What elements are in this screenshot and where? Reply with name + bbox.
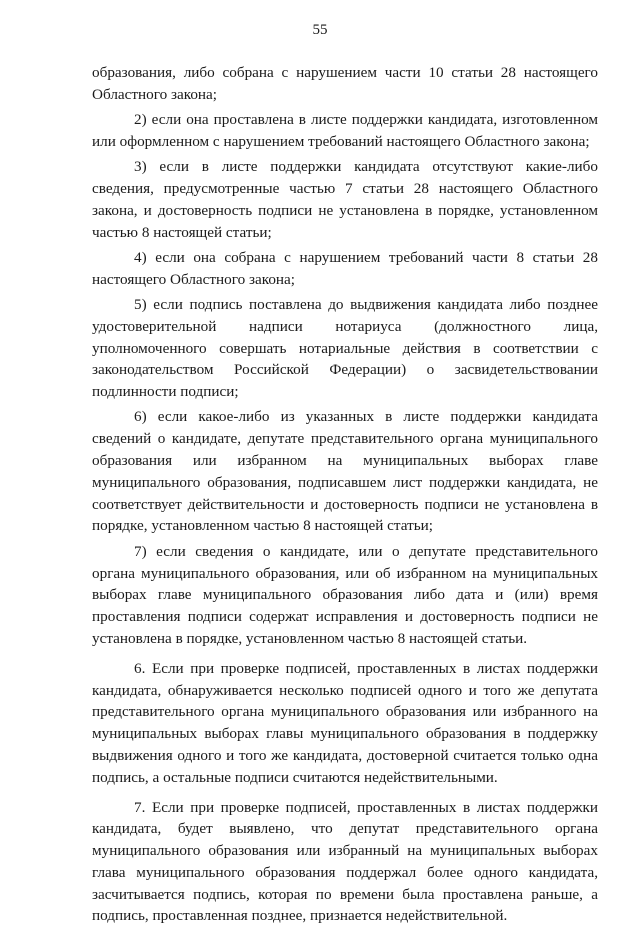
paragraph-item-6: 6) если какое-либо из указанных в листе поддержки кандидата сведений о кандидате, депутате представительного органа муниципального образования или избранном на муниципальных выборах главе муниципального образования, подписавшем лист поддержки кандидата, не соответствует действительности и достоверность подписи не установлена в порядке, установленном частью 8 настоящей статьи; xyxy=(92,408,598,535)
paragraph-item-5: 5) если подпись поставлена до выдвижения кандидата либо позднее удостоверительной надписи нотариуса (должностного лица, уполномоченного совершать нотариальные действия в соответствии с законодательством Российской Федерации) о засвидетельствовании подлинности подписи; xyxy=(92,295,598,401)
paragraph-continuation: образования, либо собрана с нарушением части 10 статьи 28 настоящего Областного закона; xyxy=(92,64,598,103)
paragraph-item-4: 4) если она собрана с нарушением требований части 8 статьи 28 настоящего Областного закона; xyxy=(92,248,598,288)
paragraph-part-6: 6. Если при проверке подписей, проставленных в листах поддержки кандидата, обнаруживается несколько подписей одного и того же депутата представительного органа муниципального образования или избранного на муниципальных выборах главы муниципального образования в поддержку выдвижения одного и того же кандидата, достоверной считается только одна подпись, а остальные подписи считаются недействительными. xyxy=(92,659,598,786)
paragraph-item-7: 7) если сведения о кандидате, или о депутате представительного органа муниципального образования, или об избранном на муниципальных выборах главе муниципального образования либо дата и (или) время проставления подписи содержат исправления и достоверность подписи не установлена в порядке, установленном частью 8 настоящей статьи. xyxy=(92,542,598,647)
paragraph-item-3: 3) если в листе поддержки кандидата отсутствуют какие-либо сведения, предусмотренные частью 7 статьи 28 настоящего Областного закона, и достоверность подписи не установлена в порядке, установленном частью 8 настоящей статьи; xyxy=(92,158,598,241)
paragraph-item-2: 2) если она проставлена в листе поддержки кандидата, изготовленном или оформленном с нарушением требований настоящего Областного закона; xyxy=(92,111,598,150)
page-number: 55 xyxy=(312,22,328,38)
document-body xyxy=(92,62,598,931)
paragraph-part-7: 7. Если при проверке подписей, проставленных в листах поддержки кандидата, будет выявлено, что депутат представительного органа муниципального образования или избранный на муниципальных выборах глава муниципального образования поддержал более одного кандидата, засчитывается подпись, которая по времени была проставлена раньше, а подпись, проставленная позднее, признается недействительной. xyxy=(92,798,598,925)
